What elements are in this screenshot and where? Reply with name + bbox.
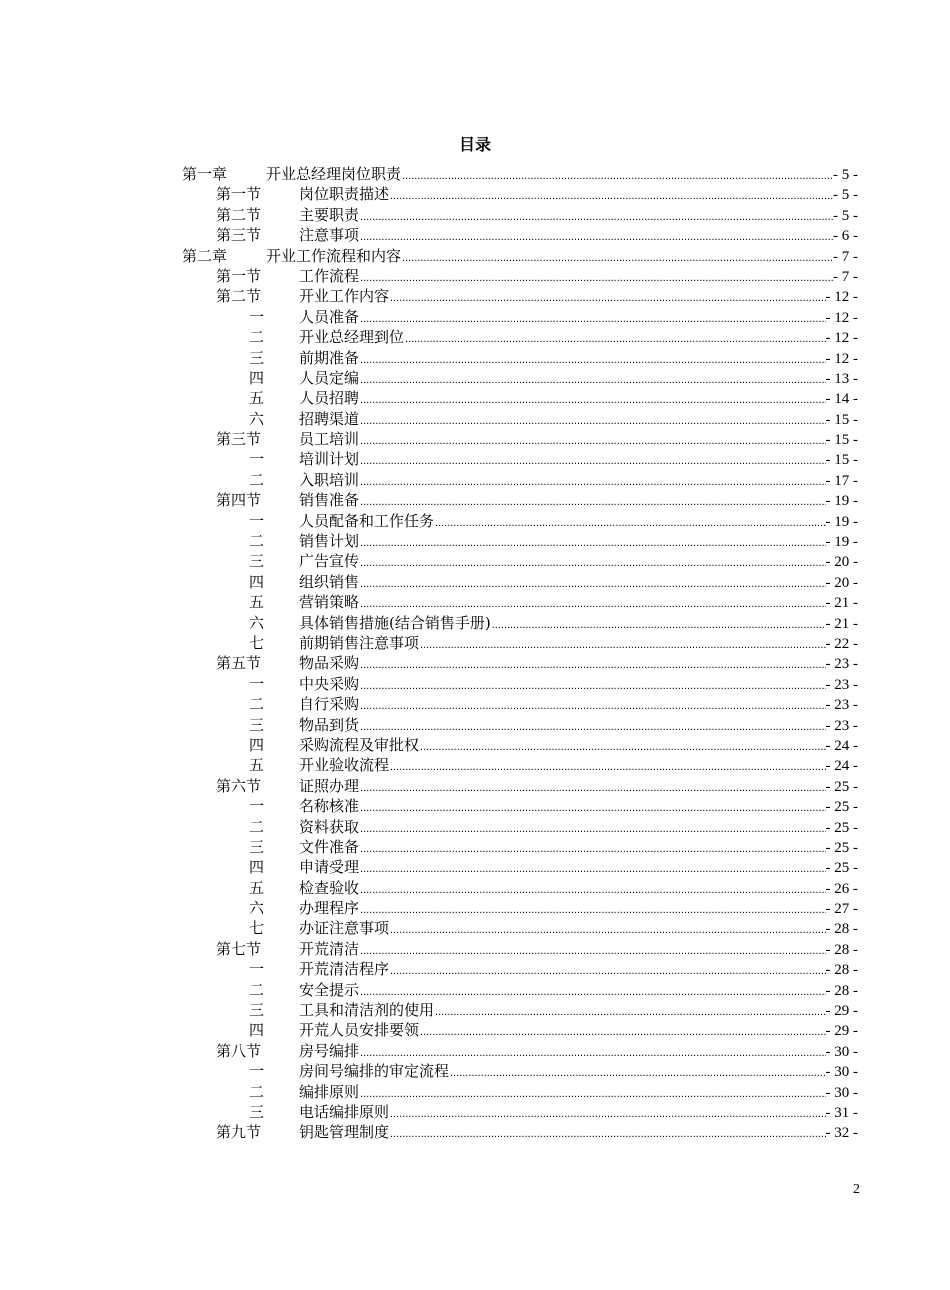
toc-entry[interactable]	[0, 205, 950, 225]
toc-entry-title: 招聘渠道	[299, 409, 360, 428]
toc-entry-title: 工具和清洁剂的使用	[299, 1001, 435, 1020]
toc-entry[interactable]	[0, 918, 950, 938]
toc-entry[interactable]	[0, 368, 950, 388]
toc-entry-title: 销售计划	[299, 532, 360, 551]
toc-entry-number: 第五节	[216, 654, 262, 673]
toc-entry-number: 六	[249, 409, 265, 428]
toc-entry-page: - 23 -	[825, 676, 858, 693]
toc-entry-number: 第八节	[216, 1041, 262, 1060]
dot-leader	[360, 472, 825, 492]
toc-entry-number: 四	[249, 735, 265, 754]
toc-entry-page: - 15 -	[825, 411, 858, 428]
toc-entry[interactable]	[0, 653, 950, 673]
toc-entry-title: 开业总经理岗位职责	[266, 165, 402, 183]
toc-entry-number: 第二节	[216, 287, 262, 306]
dot-leader	[360, 839, 825, 859]
toc-entry-number: 三	[249, 715, 265, 734]
dot-leader	[360, 451, 825, 471]
toc-entry[interactable]	[0, 837, 950, 857]
dot-leader	[435, 1002, 825, 1022]
dot-leader	[435, 513, 825, 533]
toc-entry-number: 一	[249, 307, 265, 326]
dot-leader	[420, 635, 825, 655]
toc-entry-page: - 17 -	[825, 472, 858, 489]
toc-entry-page: - 26 -	[825, 880, 858, 897]
toc-entry[interactable]	[0, 1000, 950, 1020]
toc-entry-number: 第一节	[216, 266, 262, 285]
toc-entry-page: - 15 -	[825, 432, 858, 449]
toc-entry-title: 注意事项	[299, 226, 360, 245]
toc-entry-number: 五	[249, 756, 265, 775]
dot-leader	[360, 696, 825, 716]
toc-entry-page: - 25 -	[825, 860, 858, 877]
toc-entry-page: - 22 -	[825, 635, 858, 652]
toc-entry-number: 五	[249, 593, 265, 612]
dot-leader	[360, 900, 825, 920]
dot-leader	[360, 553, 825, 573]
dot-leader	[360, 350, 825, 370]
toc-entry-title: 检查验收	[299, 878, 360, 897]
toc-entry-page: - 12 -	[825, 289, 858, 306]
toc-entry-title: 文件准备	[299, 837, 360, 856]
dot-leader	[360, 655, 825, 675]
toc-entry-page: - 29 -	[825, 1003, 858, 1020]
toc-entry-page: - 5 -	[833, 187, 858, 204]
dot-leader	[390, 1104, 825, 1124]
toc-entry-page: - 28 -	[825, 982, 858, 999]
toc-entry-page: - 21 -	[825, 595, 858, 612]
toc-entry-title: 前期准备	[299, 348, 360, 367]
toc-entry-page: - 25 -	[825, 839, 858, 856]
toc-entry[interactable]	[0, 633, 950, 653]
toc-entry-page: - 6 -	[833, 228, 858, 245]
toc-entry-title: 人员配备和工作任务	[299, 511, 435, 530]
toc-entry-page: - 15 -	[825, 452, 858, 469]
toc-entry-title: 培训计划	[299, 450, 360, 469]
toc-entry-page: - 32 -	[825, 1125, 858, 1142]
toc-entry-number: 第一节	[216, 185, 262, 204]
toc-entry[interactable]	[0, 307, 950, 327]
toc-entry-page: - 19 -	[825, 534, 858, 551]
toc-entry-page: - 20 -	[825, 574, 858, 591]
toc-entry-title: 开业工作流程和内容	[266, 246, 402, 265]
toc-entry-page: - 23 -	[825, 717, 858, 734]
toc-entry-title: 自行采购	[299, 695, 360, 714]
toc-entry-number: 第二节	[216, 205, 262, 224]
toc-entry-page: - 23 -	[825, 697, 858, 714]
toc-entry-page: - 20 -	[825, 554, 858, 571]
toc-entry-title: 开业总经理到位	[299, 328, 405, 347]
toc-entry-number: 二	[249, 695, 265, 714]
dot-leader	[360, 207, 833, 227]
toc-entry[interactable]	[0, 246, 950, 266]
toc-entry-page: - 25 -	[825, 799, 858, 816]
dot-leader	[360, 717, 825, 737]
toc-entry-page: - 30 -	[825, 1064, 858, 1081]
toc-entry[interactable]	[0, 531, 950, 551]
dot-leader	[360, 431, 825, 451]
toc-entry-page: - 13 -	[825, 370, 858, 387]
toc-entry-title: 员工培训	[299, 430, 360, 449]
toc-entry-title: 证照办理	[299, 776, 360, 795]
toc-entry-page: - 19 -	[825, 513, 858, 530]
toc-entry-number: 二	[249, 532, 265, 551]
toc-entry[interactable]	[0, 959, 950, 979]
dot-leader	[492, 615, 826, 635]
toc-entry-number: 五	[249, 389, 265, 408]
dot-leader	[360, 982, 825, 1002]
dot-leader	[360, 1084, 825, 1104]
toc-entry[interactable]	[0, 776, 950, 796]
toc-entry[interactable]	[0, 857, 950, 877]
toc-entry-title: 工作流程	[299, 266, 360, 285]
toc-entry-title: 资料获取	[299, 817, 360, 836]
toc-entry-title: 开业工作内容	[299, 287, 390, 306]
toc-entry-title: 电话编排原则	[299, 1102, 390, 1121]
dot-leader	[390, 961, 825, 981]
dot-leader	[360, 370, 825, 390]
toc-title: 目录	[458, 135, 491, 154]
toc-entry-number: 四	[249, 1021, 265, 1040]
toc-entry-title: 中央采购	[299, 674, 360, 693]
toc-entry-title: 办证注意事项	[299, 919, 390, 938]
toc-entry-number: 二	[249, 1082, 265, 1101]
toc-entry-title: 房号编排	[299, 1041, 360, 1060]
toc-entry-number: 三	[249, 1102, 265, 1121]
toc-entry[interactable]	[0, 715, 950, 735]
toc-entry-number: 第七节	[216, 939, 262, 958]
toc-entry[interactable]	[0, 817, 950, 837]
toc-entry-page: - 30 -	[825, 1043, 858, 1060]
toc-entry-number: 六	[249, 613, 265, 632]
toc-entry-number: 第三节	[216, 430, 262, 449]
toc-entry-title: 物品到货	[299, 715, 360, 734]
toc-entry[interactable]	[0, 266, 950, 286]
toc-entry-page: - 31 -	[825, 1104, 858, 1121]
toc-entry-page: - 24 -	[825, 737, 858, 754]
toc-entry-page: - 24 -	[825, 758, 858, 775]
toc-entry[interactable]	[0, 1020, 950, 1040]
toc-entry-title: 销售准备	[299, 491, 360, 510]
toc-entry-title: 安全提示	[299, 980, 360, 999]
toc-entry-page: - 29 -	[825, 1023, 858, 1040]
toc-entry-number: 二	[249, 470, 265, 489]
toc-entry-page: - 30 -	[825, 1084, 858, 1101]
toc-entry-title: 人员定编	[299, 368, 360, 387]
toc-entry-page: - 5 -	[833, 207, 858, 224]
toc-entry-number: 二	[249, 328, 265, 347]
dot-leader	[360, 798, 825, 818]
toc-entry-number: 一	[249, 1062, 265, 1081]
dot-leader	[420, 737, 825, 757]
toc-entry-page: - 21 -	[825, 615, 858, 632]
dot-leader	[390, 1124, 825, 1144]
dot-leader	[450, 1063, 825, 1083]
toc-entry-title: 开荒清洁程序	[299, 960, 390, 979]
toc-entry-number: 二	[249, 980, 265, 999]
toc-entry-title: 开荒人员安排要领	[299, 1021, 420, 1040]
toc-entry-title: 组织销售	[299, 572, 360, 591]
dot-leader	[360, 1043, 825, 1063]
toc-entry[interactable]	[0, 429, 950, 449]
toc-entry[interactable]	[0, 327, 950, 347]
dot-leader	[360, 859, 825, 879]
toc-entry-title: 岗位职责描述	[299, 185, 390, 204]
toc-entry-page: - 25 -	[825, 778, 858, 795]
toc-entry-page: - 19 -	[825, 493, 858, 510]
toc-entry-page: - 28 -	[825, 921, 858, 938]
toc-entry[interactable]	[0, 613, 950, 633]
toc-entry-number: 第九节	[216, 1123, 262, 1142]
toc-entry-number: 四	[249, 368, 265, 387]
dot-leader	[360, 227, 833, 247]
toc-entry-page: - 7 -	[833, 268, 858, 285]
dot-leader	[402, 166, 833, 186]
dot-leader	[360, 819, 825, 839]
toc-list	[0, 164, 950, 1143]
toc-entry-number: 七	[249, 633, 265, 652]
toc-entry-number: 一	[249, 450, 265, 469]
dot-leader	[360, 778, 825, 798]
toc-entry-title: 钥匙管理制度	[299, 1123, 390, 1142]
toc-entry[interactable]	[0, 490, 950, 510]
toc-entry[interactable]	[0, 796, 950, 816]
toc-entry[interactable]	[0, 511, 950, 531]
toc-entry-number: 第二章	[182, 246, 228, 265]
dot-leader	[360, 594, 825, 614]
toc-entry[interactable]	[0, 409, 950, 429]
toc-entry[interactable]	[0, 980, 950, 1000]
page-number: 2	[853, 1182, 860, 1197]
toc-entry-page: - 28 -	[825, 941, 858, 958]
toc-entry[interactable]	[0, 470, 950, 490]
toc-entry-number: 三	[249, 552, 265, 571]
toc-entry[interactable]	[0, 348, 950, 368]
dot-leader	[390, 186, 833, 206]
toc-entry-title: 物品采购	[299, 654, 360, 673]
toc-entry-title: 主要职责	[299, 205, 360, 224]
toc-entry[interactable]	[0, 164, 950, 184]
toc-entry[interactable]	[0, 225, 950, 245]
toc-entry[interactable]	[0, 184, 950, 204]
toc-entry[interactable]	[0, 592, 950, 612]
dot-leader	[360, 390, 825, 410]
toc-entry[interactable]	[0, 878, 950, 898]
toc-entry-number: 四	[249, 858, 265, 877]
toc-entry[interactable]	[0, 1061, 950, 1081]
dot-leader	[390, 757, 825, 777]
toc-entry-number: 一	[249, 797, 265, 816]
dot-leader	[390, 288, 825, 308]
toc-entry-title: 房间号编排的审定流程	[299, 1062, 450, 1081]
toc-entry[interactable]	[0, 388, 950, 408]
dot-leader	[420, 1022, 825, 1042]
toc-entry-title: 开业验收流程	[299, 756, 390, 775]
toc-entry-title: 人员招聘	[299, 389, 360, 408]
toc-entry-number: 一	[249, 960, 265, 979]
toc-entry[interactable]	[0, 449, 950, 469]
toc-entry-title: 开荒清洁	[299, 939, 360, 958]
toc-entry-number: 第四节	[216, 491, 262, 510]
dot-leader	[360, 492, 825, 512]
toc-entry-number: 第六节	[216, 776, 262, 795]
toc-entry[interactable]	[0, 1102, 950, 1122]
dot-leader	[360, 309, 825, 329]
toc-entry[interactable]	[0, 674, 950, 694]
toc-entry-number: 七	[249, 919, 265, 938]
toc-entry-title: 采购流程及审批权	[299, 735, 420, 754]
toc-entry-number: 第三节	[216, 226, 262, 245]
dot-leader	[402, 248, 833, 268]
dot-leader	[360, 880, 825, 900]
toc-entry-title: 具体销售措施(结合销售手册)	[299, 613, 491, 632]
toc-entry-title: 入职培训	[299, 470, 360, 489]
toc-entry-title: 名称核准	[299, 797, 360, 816]
toc-entry-number: 三	[249, 837, 265, 856]
toc-entry-page: - 23 -	[825, 656, 858, 673]
toc-entry[interactable]	[0, 694, 950, 714]
toc-entry-title: 人员准备	[299, 307, 360, 326]
toc-entry[interactable]	[0, 551, 950, 571]
toc-entry-title: 办理程序	[299, 899, 360, 918]
toc-entry-number: 第一章	[182, 165, 228, 183]
dot-leader	[405, 329, 825, 349]
toc-entry-page: - 5 -	[833, 167, 858, 183]
toc-entry-number: 三	[249, 348, 265, 367]
toc-entry[interactable]	[0, 939, 950, 959]
dot-leader	[360, 574, 825, 594]
toc-entry[interactable]	[0, 572, 950, 592]
toc-entry[interactable]	[0, 1041, 950, 1061]
toc-entry[interactable]	[0, 1122, 950, 1142]
toc-entry-number: 四	[249, 572, 265, 591]
toc-entry-number: 一	[249, 674, 265, 693]
toc-entry-number: 五	[249, 878, 265, 897]
toc-entry-page: - 28 -	[825, 962, 858, 979]
dot-leader	[360, 676, 825, 696]
toc-entry-title: 广告宣传	[299, 552, 360, 571]
toc-entry[interactable]	[0, 1082, 950, 1102]
toc-entry-title: 编排原则	[299, 1082, 360, 1101]
toc-entry-title: 前期销售注意事项	[299, 633, 420, 652]
toc-entry-page: - 27 -	[825, 901, 858, 918]
toc-entry-title: 申请受理	[299, 858, 360, 877]
toc-entry-number: 一	[249, 511, 265, 530]
toc-entry-page: - 7 -	[833, 248, 858, 265]
toc-entry-page: - 12 -	[825, 309, 858, 326]
dot-leader	[360, 533, 825, 553]
toc-entry[interactable]	[0, 286, 950, 306]
dot-leader	[360, 268, 833, 288]
toc-entry-number: 二	[249, 817, 265, 836]
toc-entry-page: - 12 -	[825, 330, 858, 347]
toc-entry[interactable]	[0, 755, 950, 775]
dot-leader	[390, 920, 825, 940]
toc-entry-number: 六	[249, 899, 265, 918]
toc-entry-title: 营销策略	[299, 593, 360, 612]
toc-entry[interactable]	[0, 898, 950, 918]
dot-leader	[360, 411, 825, 431]
toc-entry-page: - 25 -	[825, 819, 858, 836]
dot-leader	[360, 941, 825, 961]
toc-entry[interactable]	[0, 735, 950, 755]
toc-entry-page: - 14 -	[825, 391, 858, 408]
toc-entry-page: - 12 -	[825, 350, 858, 367]
toc-entry-number: 三	[249, 1001, 265, 1020]
